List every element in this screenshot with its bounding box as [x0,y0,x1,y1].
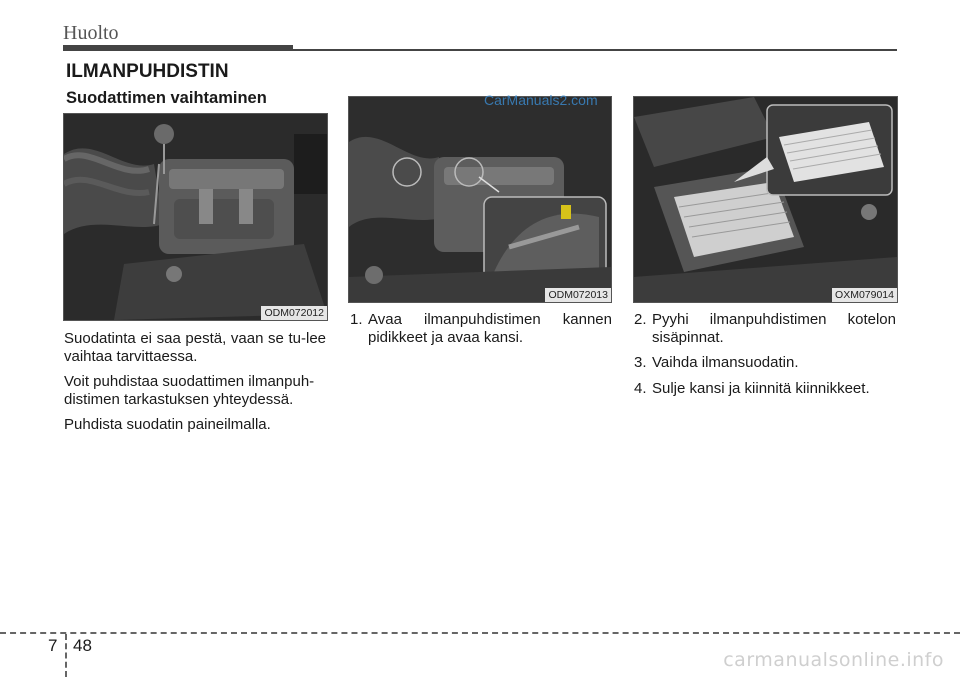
step-text: Avaa ilmanpuhdistimen kannen pidikkeet ja avaa kansi. [368,311,612,346]
site-watermark[interactable]: carmanualsonline.info [723,649,944,671]
intro-text [64,330,326,442]
running-head: Huolto [63,22,119,44]
figure-filter-element [633,96,898,303]
clips-illustration [349,97,611,302]
figure-code: ODM072012 [261,306,327,320]
step-number: 4. [634,379,647,397]
steps-column-2 [350,311,612,354]
step-item [634,354,896,372]
step-text: Vaihda ilmansuodatin. [652,354,799,371]
intro-paragraph: Voit puhdistaa suodattimen ilmanpuh-distimen tarkastuksen yhteydessä. [64,373,315,408]
step-text: Pyyhi ilmanpuhdistimen kotelon sisäpinnat. [652,311,896,346]
figure-cover-clips [348,96,612,303]
step-item [634,311,896,346]
figure-code: OXM079014 [832,288,897,302]
header-rule-thick [63,45,293,51]
figure-air-cleaner-location [63,113,328,321]
step-number: 3. [634,354,647,371]
intro-paragraph: Puhdista suodatin paineilmalla. [64,416,271,433]
footer-rule [0,632,960,634]
step-text: Sulje kansi ja kiinnitä kiinnikkeet. [652,379,870,397]
step-number: 1. [350,311,363,328]
step-number: 2. [634,311,647,328]
section-title: ILMANPUHDISTIN [66,61,229,82]
intro-paragraph: Suodatinta ei saa pestä, vaan se tu-lee vaihtaa tarvittaessa. [64,330,326,365]
filter-illustration [634,97,897,302]
step-item [350,311,612,346]
step-item [634,380,896,398]
footer-divider [65,634,67,677]
header-rule-thin [293,49,897,51]
page-number: 48 [73,636,92,655]
chapter-number: 7 [48,636,58,655]
figure-code: ODM072013 [545,288,611,302]
watermark-text: CarManuals2.com [484,92,598,108]
section-subtitle: Suodattimen vaihtaminen [66,89,267,107]
engine-bay-illustration [64,114,327,320]
steps-column-3 [634,311,896,405]
